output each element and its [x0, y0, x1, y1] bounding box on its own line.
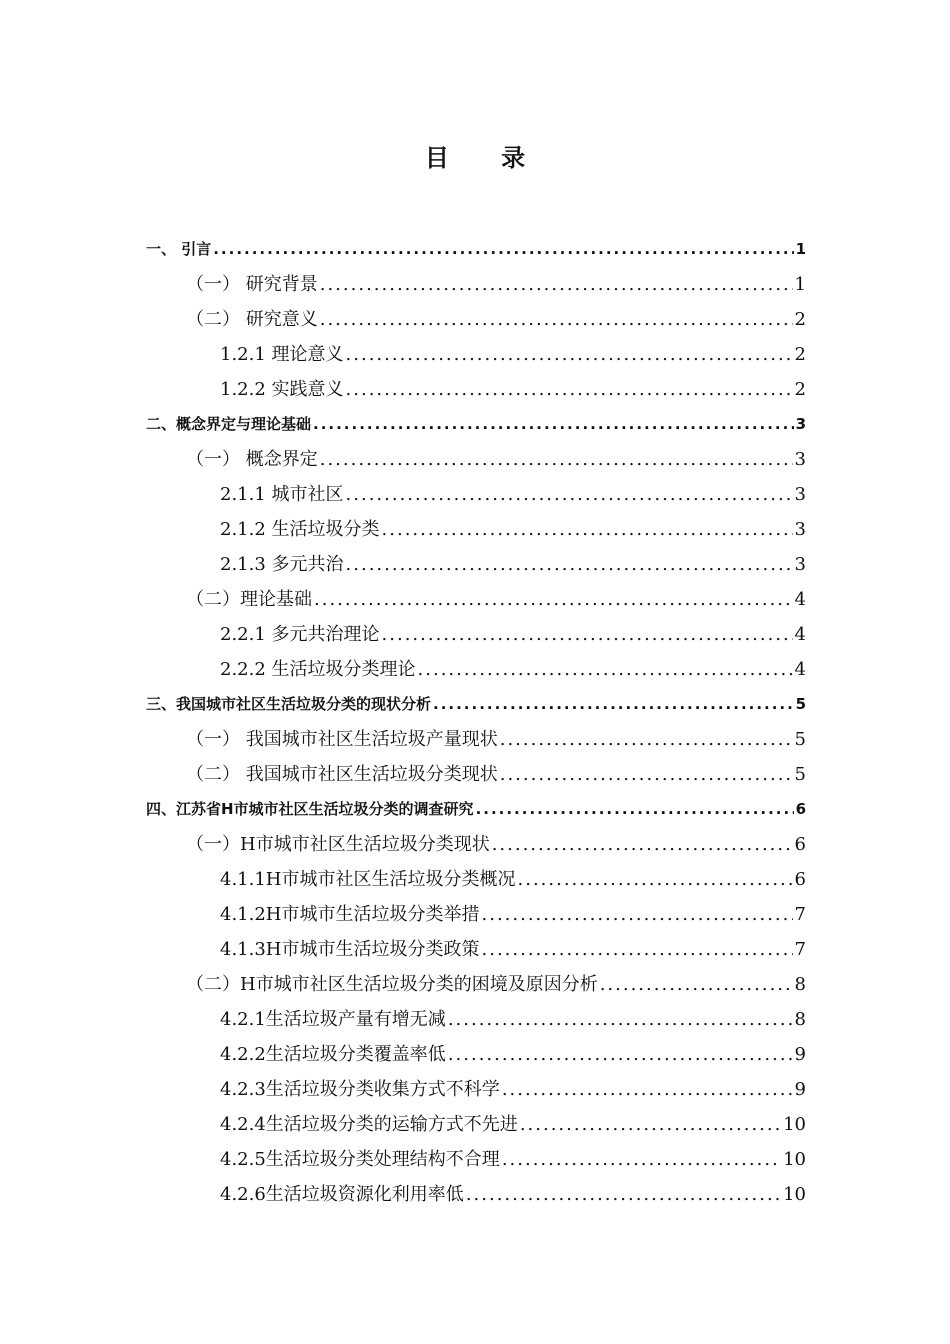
toc-leader-dots [448, 1002, 793, 1037]
toc-leader-dots [466, 1177, 781, 1212]
toc-entry-page-number: 10 [783, 1184, 806, 1205]
toc-entry-page-number: 8 [794, 1009, 806, 1030]
toc-leader-dots [433, 687, 794, 722]
toc-title: 目 录 [424, 144, 548, 172]
toc-leader-dots [346, 372, 793, 407]
toc-entry-page-number: 4 [794, 589, 806, 610]
toc-entry-page-number: 1 [795, 240, 806, 258]
toc-entry[interactable] [146, 897, 806, 932]
toc-leader-dots [476, 792, 794, 827]
toc-entry-page-number: 6 [794, 834, 806, 855]
toc-list [146, 232, 806, 1212]
toc-entry[interactable] [146, 1002, 806, 1037]
toc-leader-dots [482, 897, 793, 932]
toc-entry[interactable] [146, 232, 806, 267]
toc-entry-label: 4.2.3生活垃圾分类收集方式不科学 [220, 1079, 500, 1100]
toc-entry[interactable] [146, 547, 806, 582]
toc-entry[interactable] [146, 932, 806, 967]
toc-entry-page-number: 10 [783, 1114, 806, 1135]
toc-entry-label: 1.2.2 实践意义 [220, 379, 344, 400]
toc-leader-dots [418, 652, 793, 687]
toc-entry-page-number: 1 [794, 274, 806, 295]
toc-leader-dots [382, 617, 793, 652]
toc-leader-dots [500, 722, 793, 757]
toc-entry[interactable] [146, 1072, 806, 1107]
toc-entry-page-number: 9 [794, 1079, 806, 1100]
toc-leader-dots [500, 757, 793, 792]
toc-entry[interactable] [146, 967, 806, 1002]
toc-entry-label: （二）H市城市社区生活垃圾分类的困境及原因分析 [186, 974, 598, 995]
toc-entry-page-number: 3 [794, 484, 806, 505]
toc-entry[interactable] [146, 687, 806, 722]
toc-entry-label: 二、概念界定与理论基础 [146, 415, 312, 433]
toc-entry[interactable] [146, 1142, 806, 1177]
toc-entry[interactable] [146, 302, 806, 337]
toc-entry-label: 4.2.4生活垃圾分类的运输方式不先进 [220, 1114, 518, 1135]
toc-entry[interactable] [146, 617, 806, 652]
toc-leader-dots [320, 267, 793, 302]
toc-entry-label: 4.1.3H市城市生活垃圾分类政策 [220, 939, 480, 960]
toc-entry[interactable] [146, 652, 806, 687]
toc-leader-dots [346, 337, 793, 372]
toc-entry-page-number: 6 [794, 869, 806, 890]
toc-entry[interactable] [146, 267, 806, 302]
toc-entry-label: 2.2.2 生活垃圾分类理论 [220, 659, 416, 680]
toc-entry-page-number: 5 [795, 695, 806, 713]
toc-leader-dots [600, 967, 793, 1002]
toc-entry-page-number: 3 [794, 554, 806, 575]
toc-entry[interactable] [146, 407, 806, 442]
toc-entry-label: 4.2.2生活垃圾分类覆盖率低 [220, 1044, 446, 1065]
toc-entry-label: 4.1.1H市城市社区生活垃圾分类概况 [220, 869, 516, 890]
toc-leader-dots [313, 407, 794, 442]
toc-leader-dots [314, 582, 793, 617]
toc-entry-label: 一、 引言 [146, 240, 212, 258]
toc-entry[interactable] [146, 757, 806, 792]
toc-leader-dots [502, 1072, 793, 1107]
toc-entry[interactable] [146, 582, 806, 617]
toc-leader-dots [346, 477, 793, 512]
toc-entry-page-number: 2 [794, 379, 806, 400]
toc-entry-page-number: 2 [794, 309, 806, 330]
toc-entry-label: 2.1.2 生活垃圾分类 [220, 519, 380, 540]
toc-entry-page-number: 8 [794, 974, 806, 995]
toc-leader-dots [482, 932, 793, 967]
toc-entry-page-number: 2 [794, 344, 806, 365]
toc-entry[interactable] [146, 862, 806, 897]
toc-entry-label: （一） 概念界定 [186, 449, 318, 470]
toc-leader-dots [320, 442, 793, 477]
toc-entry-page-number: 7 [794, 904, 806, 925]
toc-entry-label: （二） 我国城市社区生活垃圾分类现状 [186, 764, 498, 785]
toc-leader-dots [382, 512, 793, 547]
toc-entry-label: （一）H市城市社区生活垃圾分类现状 [186, 834, 490, 855]
toc-entry-page-number: 6 [795, 800, 806, 818]
toc-entry-label: 三、我国城市社区生活垃圾分类的现状分析 [146, 695, 432, 713]
toc-entry-label: 4.2.1生活垃圾产量有增无减 [220, 1009, 446, 1030]
toc-entry[interactable] [146, 1177, 806, 1212]
toc-entry[interactable] [146, 372, 806, 407]
toc-entry-label: 1.2.1 理论意义 [220, 344, 344, 365]
toc-leader-dots [320, 302, 793, 337]
toc-entry[interactable] [146, 722, 806, 757]
toc-entry-label: （一） 我国城市社区生活垃圾产量现状 [186, 729, 498, 750]
toc-leader-dots [213, 232, 793, 267]
toc-entry-label: （二）理论基础 [186, 589, 312, 610]
toc-entry-label: （二） 研究意义 [186, 309, 318, 330]
toc-entry-label: 4.2.5生活垃圾分类处理结构不合理 [220, 1149, 500, 1170]
toc-entry[interactable] [146, 827, 806, 862]
toc-entry-label: 4.1.2H市城市生活垃圾分类举措 [220, 904, 480, 925]
toc-entry-label: （一） 研究背景 [186, 274, 318, 295]
toc-entry-label: 2.2.1 多元共治理论 [220, 624, 380, 645]
toc-leader-dots [518, 862, 793, 897]
toc-leader-dots [520, 1107, 781, 1142]
toc-leader-dots [346, 547, 793, 582]
toc-entry-label: 4.2.6生活垃圾资源化利用率低 [220, 1184, 464, 1205]
toc-leader-dots [448, 1037, 793, 1072]
toc-entry-page-number: 3 [794, 519, 806, 540]
toc-entry-label: 2.1.1 城市社区 [220, 484, 344, 505]
toc-entry-page-number: 10 [783, 1149, 806, 1170]
toc-entry-page-number: 7 [794, 939, 806, 960]
toc-entry-page-number: 5 [794, 729, 806, 750]
toc-entry[interactable] [146, 792, 806, 827]
toc-entry[interactable] [146, 477, 806, 512]
toc-entry[interactable] [146, 442, 806, 477]
toc-entry[interactable] [146, 512, 806, 547]
toc-entry-page-number: 3 [794, 449, 806, 470]
toc-entry[interactable] [146, 1107, 806, 1142]
toc-entry-page-number: 4 [794, 624, 806, 645]
toc-entry-label: 2.1.3 多元共治 [220, 554, 344, 575]
toc-entry[interactable] [146, 337, 806, 372]
toc-entry-page-number: 9 [794, 1044, 806, 1065]
toc-entry-page-number: 4 [794, 659, 806, 680]
toc-entry-page-number: 5 [794, 764, 806, 785]
toc-leader-dots [492, 827, 793, 862]
toc-entry-label: 四、江苏省H市城市社区生活垃圾分类的调查研究 [146, 800, 474, 818]
toc-entry-page-number: 3 [795, 415, 806, 433]
toc-leader-dots [502, 1142, 781, 1177]
toc-entry[interactable] [146, 1037, 806, 1072]
